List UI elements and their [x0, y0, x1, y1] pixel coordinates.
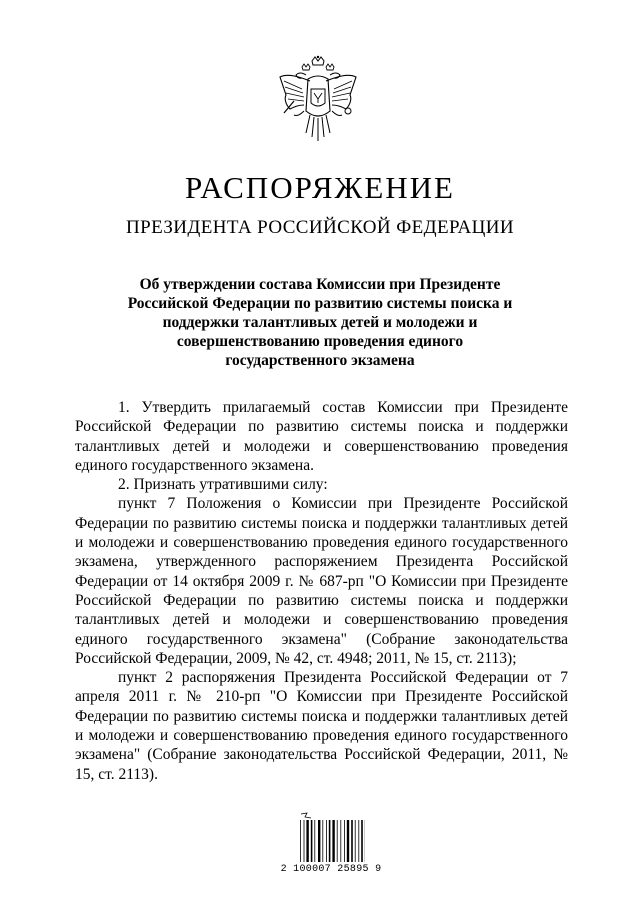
barcode-bar [355, 820, 356, 862]
barcode-bar [318, 820, 320, 862]
barcode-digits: 2 100007 25895 9 [280, 864, 382, 875]
barcode-bar [329, 820, 331, 862]
barcode-bar [337, 820, 338, 862]
document-type-title: РАСПОРЯЖЕНИЕ [185, 170, 455, 205]
barcode-icon [299, 812, 365, 864]
barcode-bar [332, 820, 334, 862]
barcode-bar [347, 820, 349, 862]
subject-line: поддержки талантливых детей и молодежи и [162, 314, 478, 331]
barcode-bar [304, 820, 305, 862]
subject-line: совершенствованию проведения единого [176, 333, 464, 350]
coat-of-arms-emblem [276, 55, 360, 145]
barcode-bar [311, 820, 313, 862]
issuer-subtitle: ПРЕЗИДЕНТА РОССИЙСКОЙ ФЕДЕРАЦИИ [126, 217, 514, 238]
coat-of-arms-icon [276, 55, 360, 145]
barcode-bar [314, 820, 315, 862]
barcode-bar [300, 820, 301, 862]
body-paragraph: 2. Признать утратившими силу: [118, 476, 328, 494]
barcode-bar [361, 820, 363, 862]
barcode-bar [322, 820, 323, 862]
document-subject [102, 275, 538, 370]
document-body [75, 398, 568, 784]
body-paragraph: 1. Утвердить прилагаемый состав Комиссии при Президенте Российской Федерации по развитию системы поиска и поддержки талантливых детей и молодежи и совершенствованию проведения единого государственного экзамена. [75, 399, 568, 474]
subject-line: государственного экзамена [225, 352, 415, 369]
barcode-bar [351, 820, 353, 862]
barcode-bar [326, 820, 327, 862]
barcode-bar [344, 820, 345, 862]
barcode-bar [340, 820, 341, 862]
barcode [299, 812, 365, 864]
barcode-bar [358, 820, 359, 862]
barcode-bar [306, 820, 308, 862]
body-paragraph: пункт 7 Положения о Комиссии при Президенте Российской Федерации по развитию системы поиска и поддержки талантливых детей и молодежи и совершенствованию проведения единого государственного экзамена, утвержденного распоряжением Президента Российской Федерации от 14 октября 2009 г. № 687-рп "О Комиссии при Президенте Российской Федерации по развитию системы поиска и поддержки талантливых детей и молодежи и совершенствованию проведения единого государственного экзамена" (Собрание законодательства Российской Федерации, 2009, № 42, ст. 4948; 2011, № 15, ст. 2113); [75, 495, 568, 667]
body-paragraph: пункт 2 распоряжения Президента Российской Федерации от 7 апреля 2011 г. № 210-рп "О Комиссии при Президенте Российской Федерации по развитию системы поиска и поддержки талантливых детей и молодежи и совершенствованию проведения единого государственного экзамена" (Собрание законодательства Российской Федерации, 2011, № 15, ст. 2113). [75, 669, 568, 783]
subject-line: Российской Федерации по развитию системы поиска и [127, 295, 513, 312]
subject-line: Об утверждении состава Комиссии при Президенте [139, 276, 501, 293]
